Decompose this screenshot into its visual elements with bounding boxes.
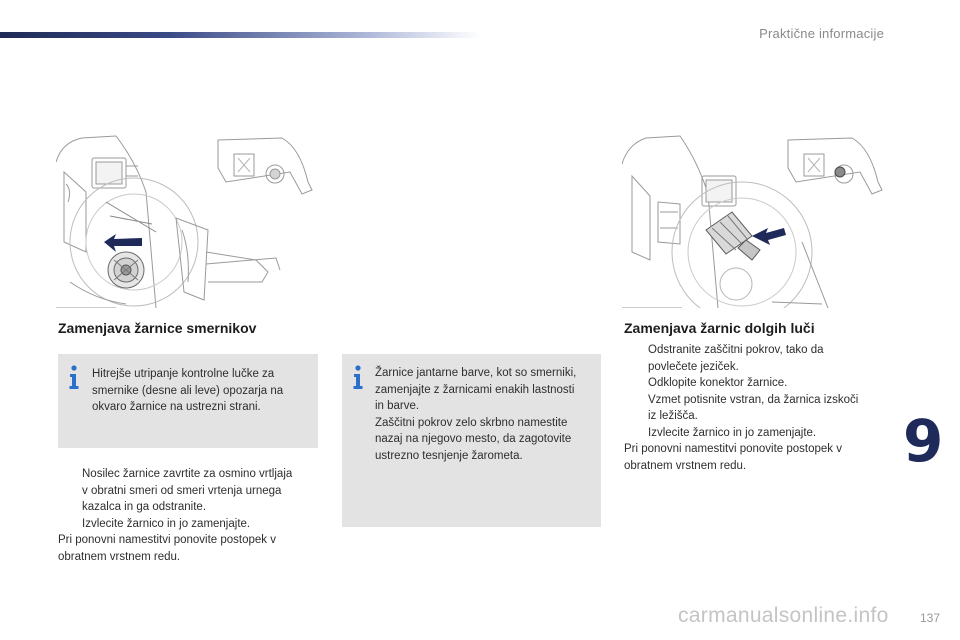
bulb-holder-drawing — [108, 252, 144, 288]
info-line: smernike (desne ali leve) opozarja na — [92, 384, 284, 397]
info-line: Hitrejše utripanje kontrolne lučke za — [92, 368, 275, 380]
turn-signal-heading: Zamenjava žarnice smernikov — [58, 320, 257, 336]
closing-line: Pri ponovni namestitvi ponovite postopek v — [58, 534, 276, 546]
step-item — [58, 516, 318, 533]
info-text — [375, 365, 593, 464]
direction-arrow-icon — [752, 228, 786, 245]
turn-signal-illustration — [56, 132, 318, 308]
step-line: iz ležišča. — [648, 410, 698, 422]
info-box-amber-bulbs — [342, 354, 601, 527]
step-line: v obratni smeri od smeri vrtenja urnega — [82, 484, 282, 497]
closing-line: obratnem vrstnem redu. — [624, 459, 747, 472]
step-item — [624, 342, 886, 375]
step-item — [624, 375, 886, 392]
step-line: Odklopite konektor žarnice. — [648, 377, 788, 389]
turn-signal-steps — [58, 466, 318, 565]
info-icon — [352, 364, 364, 390]
section-title: Praktične informacije — [759, 26, 884, 41]
step-item — [624, 392, 886, 425]
step-line: povlečete jeziček. — [648, 360, 739, 373]
info-line: Zaščitni pokrov zelo skrbno namestite — [375, 416, 568, 429]
main-beam-heading: Zamenjava žarnic dolgih luči — [624, 320, 815, 336]
headlamp-rear-drawing-left — [56, 132, 318, 308]
step-line: Vzmet potisnite vstran, da žarnica izskoči — [648, 393, 859, 406]
header-accent-bar — [0, 32, 480, 38]
watermark: carmanualsonline.info — [678, 604, 889, 627]
info-line: okvaro žarnice na ustrezni strani. — [92, 401, 261, 413]
closing-note — [58, 532, 318, 565]
info-line: nazaj na njegovo mesto, da zagotovite — [375, 433, 572, 445]
step-item — [624, 425, 886, 442]
chapter-number: 9 — [903, 407, 944, 475]
main-beam-illustration — [622, 132, 884, 308]
step-line: Nosilec žarnice zavrtite za osmino vrtljaja — [82, 468, 293, 480]
info-line: ustrezno tesnjenje žarometa. — [375, 449, 523, 462]
main-beam-steps — [624, 342, 886, 474]
info-line: Žarnice jantarne barve, kot so smerniki, — [375, 367, 577, 379]
info-icon — [68, 364, 80, 390]
page-number: 137 — [919, 611, 940, 625]
closing-note — [624, 441, 886, 474]
info-text — [92, 366, 310, 416]
headlamp-rear-drawing-right — [622, 132, 884, 308]
info-line: in barve. — [375, 400, 420, 412]
info-box-turn-signal — [58, 354, 318, 448]
step-line: kazalca in ga odstranite. — [82, 501, 207, 513]
step-line: Izvlecite žarnico in jo zamenjajte. — [648, 426, 817, 439]
step-line: Odstranite zaščitni pokrov, tako da — [648, 344, 824, 356]
closing-line: Pri ponovni namestitvi ponovite postopek v — [624, 443, 842, 455]
direction-arrow-icon — [104, 234, 142, 252]
step-item — [58, 466, 318, 516]
step-line: Izvlecite žarnico in jo zamenjajte. — [82, 517, 251, 530]
closing-line: obratnem vrstnem redu. — [58, 550, 181, 563]
info-line: zamenjajte z žarnicami enakih lastnosti — [375, 383, 575, 396]
